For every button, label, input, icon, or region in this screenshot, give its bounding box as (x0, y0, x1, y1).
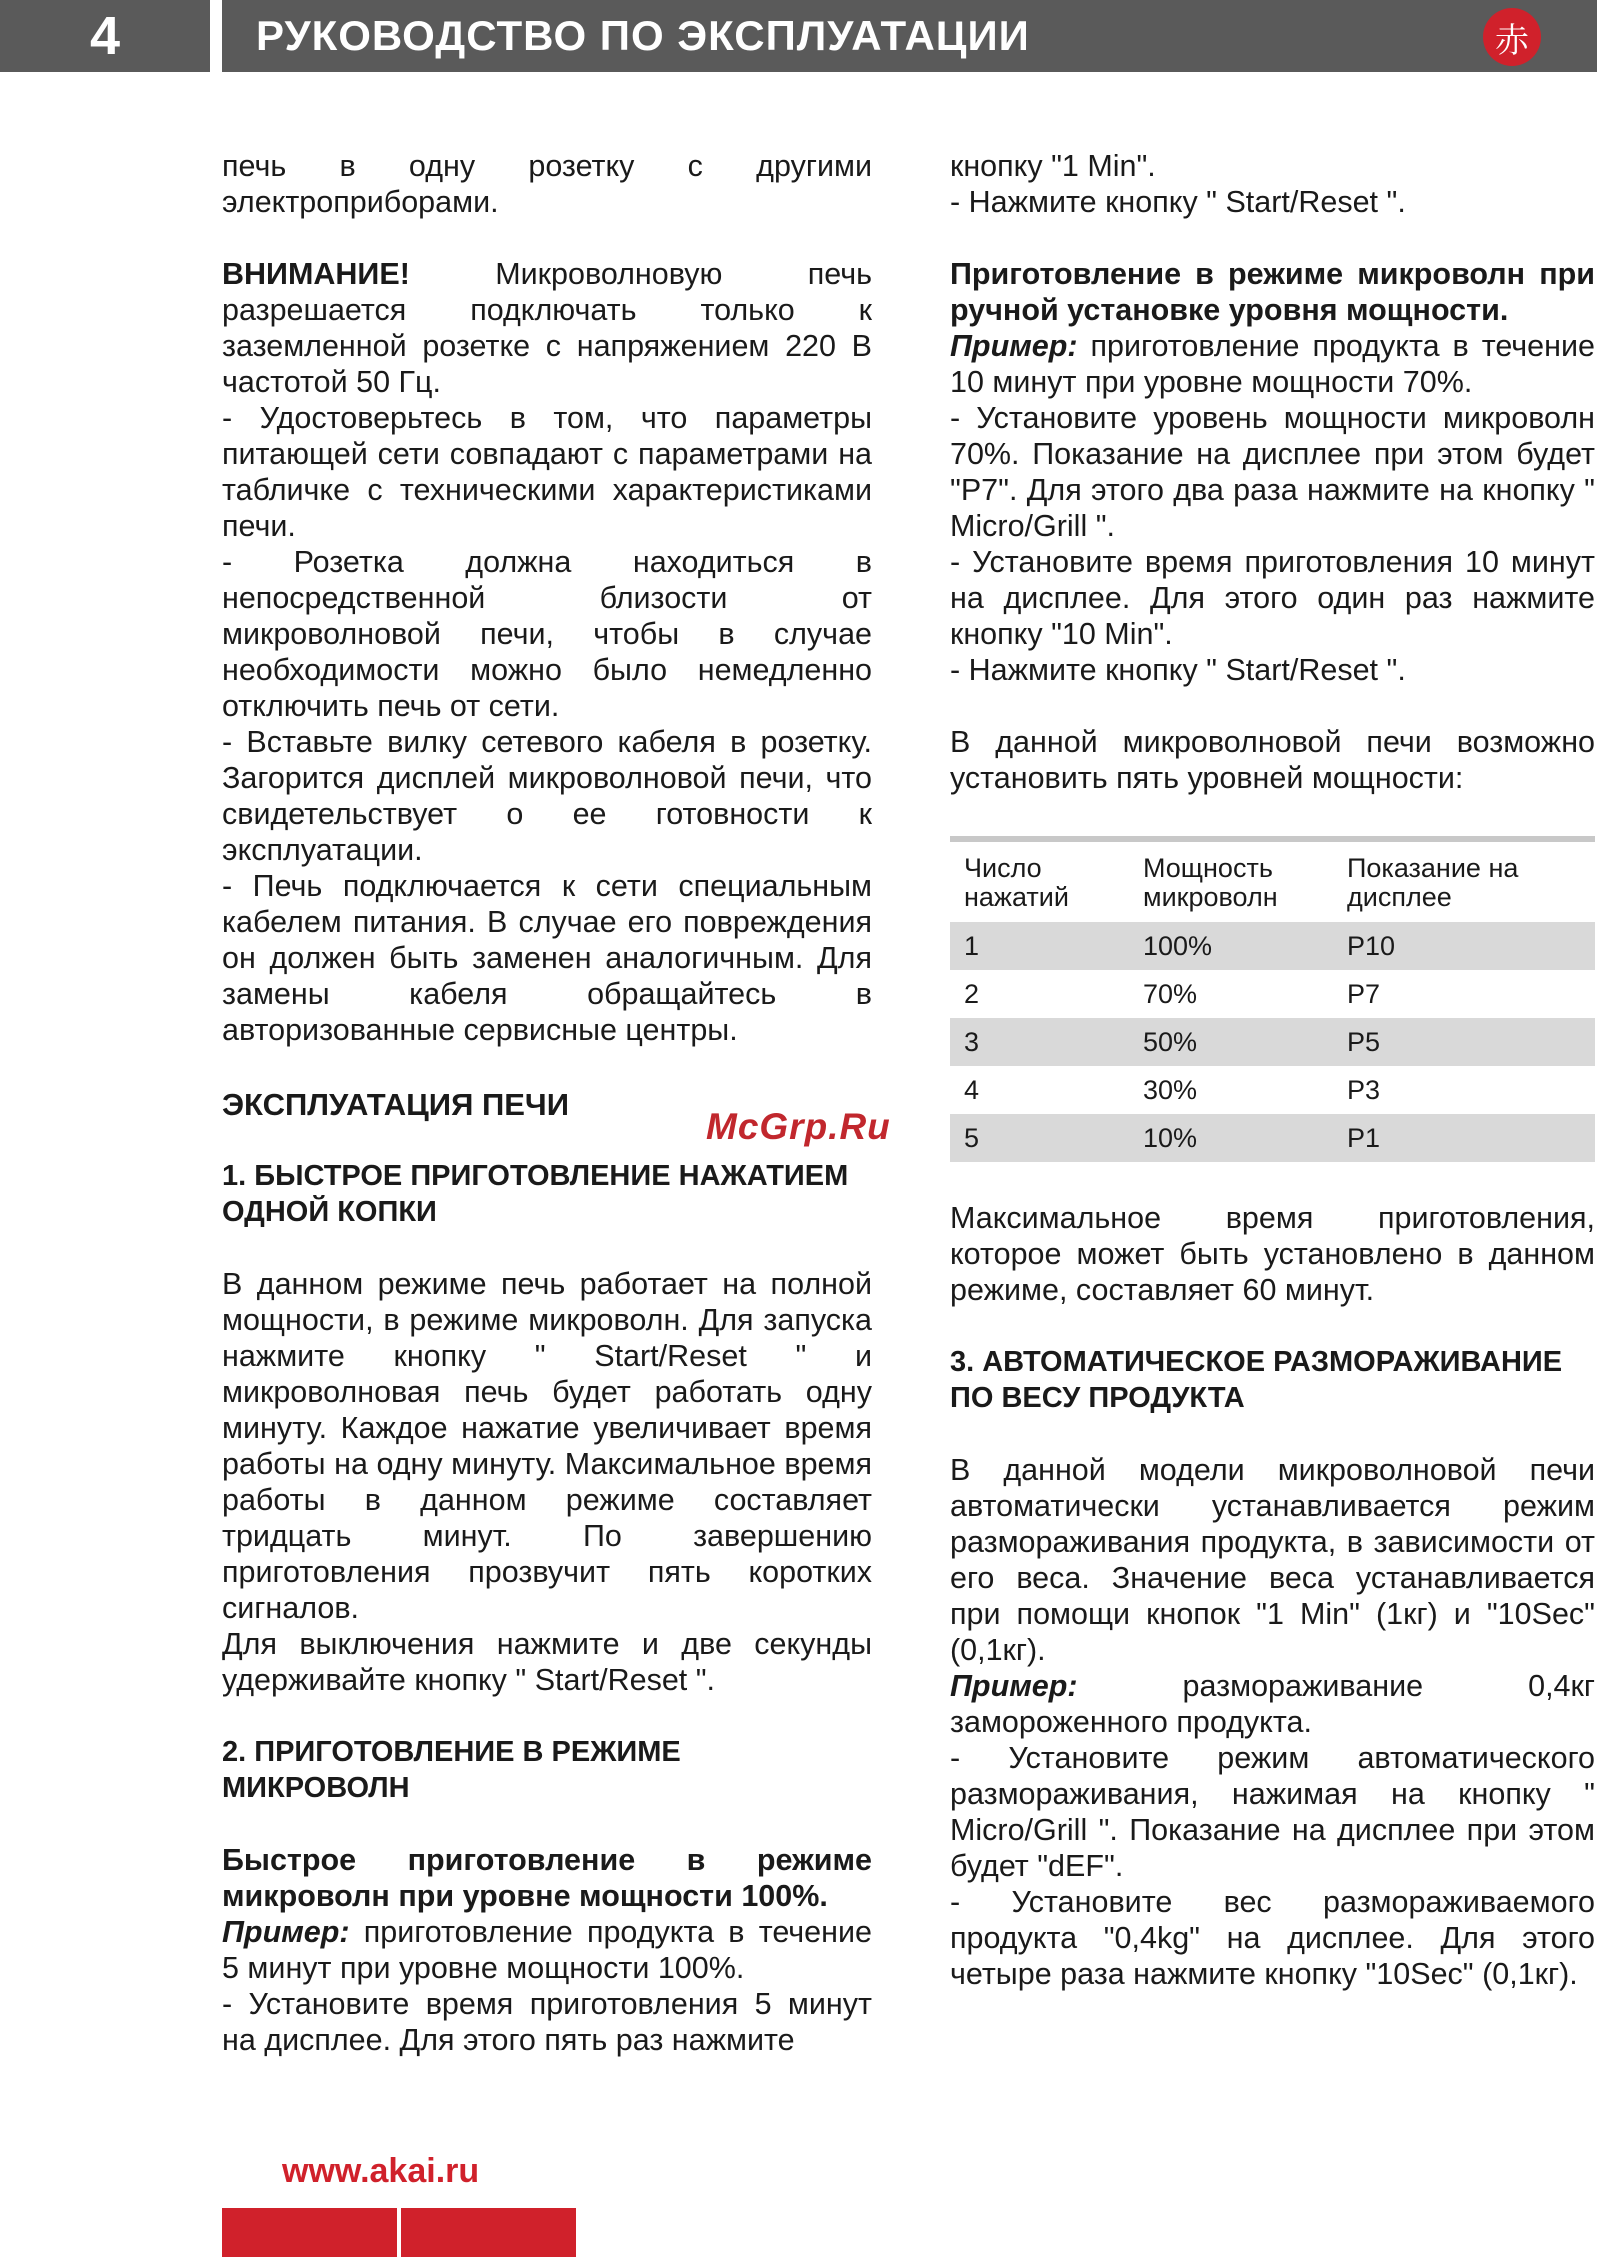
list-item: - Удостоверьтесь в том, что параметры питающей сети совпадают с параметрами на табличке с техническими характеристиками печи. (222, 401, 872, 543)
list-item: - Установите время приготовления 10 минут на дисплее. Для этого один раз нажмите кнопку "10 Min". (950, 545, 1595, 651)
paragraph: В данном режиме печь работает на полной мощности, в режиме микроволн. Для запуска нажмите кнопку " Start/Reset " и микроволновая печь будет работать одну минуту. Каждое нажатие увеличивает время работы на одну минуту. Максимальное время работы в данном режиме составляет тридцать минут. По завершению приготовления прозвучит пять коротких сигналов. (222, 1267, 872, 1625)
table-row: 5 10% P1 (950, 1114, 1595, 1162)
list-item: - Печь подключается к сети специальным кабелем питания. В случае его повреждения он должен быть заменен аналогичным. Для замены кабеля обращайтесь в авторизованные сервисные центры. (222, 869, 872, 1047)
warning-text: Микроволновую печь разрешается подключать только к заземленной розетке с напряжением 220 В частотой 50 Гц. (222, 257, 872, 399)
paragraph: Для выключения нажмите и две секунды удерживайте кнопку " Start/Reset ". (222, 1627, 872, 1697)
section-heading-microwave: 2. ПРИГОТОВЛЕНИЕ В РЕЖИМЕ МИКРОВОЛН (222, 1736, 681, 1804)
page-number: 4 (0, 0, 210, 72)
right-column (950, 148, 1595, 1992)
table-header-presses: Число нажатий (964, 853, 1069, 912)
section-heading-quick-cook: 1. БЫСТРОЕ ПРИГОТОВЛЕНИЕ НАЖАТИЕМ ОДНОЙ КОПКИ (222, 1160, 849, 1228)
list-item: - Установите уровень мощности микроволн 70%. Показание на дисплее при этом будет "P7". Для этого два раза нажмите на кнопку " Micro/Grill ". (950, 401, 1595, 543)
section-heading-auto-defrost: 3. АВТОМАТИЧЕСКОЕ РАЗМОРАЖИВАНИЕ ПО ВЕСУ ПРОДУКТА (950, 1346, 1563, 1414)
table-row: 3 50% P5 (950, 1018, 1595, 1066)
list-item: - Нажмите кнопку " Start/Reset ". (950, 185, 1406, 219)
example-label: Пример: (222, 1915, 350, 1949)
paragraph: В данной модели микроволновой печи автоматически устанавливается режим размораживания продукта, в зависимости от его веса. Значение веса устанавливается при помощи кнопок "1 Min" (1кг) и "10Sec" (0,1кг). (950, 1453, 1595, 1667)
example-paragraph (950, 328, 1595, 400)
footer-bar (401, 2208, 576, 2257)
warning-label: ВНИМАНИЕ! (222, 257, 410, 291)
subheading-manual-power: Приготовление в режиме микроволн при ручной установке уровня мощности. (950, 257, 1595, 327)
paragraph: печь в одну розетку с другими электроприборами. (222, 149, 872, 219)
left-column (222, 148, 872, 2058)
paragraph: В данной микроволновой печи возможно установить пять уровней мощности: (950, 725, 1595, 795)
example-label: Пример: (950, 329, 1078, 363)
section-heading-operation: ЭКСПЛУАТАЦИЯ ПЕЧИ (222, 1087, 569, 1122)
example-label: Пример: (950, 1669, 1078, 1703)
example-text: размораживание 0,4кг замороженного продукта. (950, 1669, 1595, 1739)
footer-url: www.akai.ru (282, 2152, 480, 2190)
list-item: - Вставьте вилку сетевого кабеля в розетку. Загорится дисплей микроволновой печи, что свидетельствует о ее готовности к эксплуатации. (222, 725, 872, 867)
akai-logo-icon: 赤 (1483, 8, 1541, 66)
paragraph: кнопку "1 Min". (950, 149, 1156, 183)
list-item: - Установите вес размораживаемого продукта "0,4kg" на дисплее. Для этого четыре раза нажмите кнопку "10Sec" (0,1кг). (950, 1885, 1595, 1991)
table-row: 4 30% P3 (964, 1075, 1381, 1105)
table-header-display: Показание на дисплее (1347, 853, 1519, 912)
example-text: приготовление продукта в течение 10 минут при уровне мощности 70%. (950, 329, 1595, 399)
example-paragraph (222, 1914, 872, 1986)
page-header-title (222, 0, 1597, 72)
footer-bar (222, 2208, 397, 2257)
list-item: - Розетка должна находиться в непосредственной близости от микроволновой печи, чтобы в случае необходимости можно было немедленно отключить печь от сети. (222, 545, 872, 723)
list-item: - Установите режим автоматического размораживания, нажимая на кнопку " Micro/Grill ". Показание на дисплее при этом будет "dEF". (950, 1741, 1595, 1883)
list-item: - Установите время приготовления 5 минут на дисплее. Для этого пять раз нажмите (222, 1987, 872, 2057)
example-paragraph (950, 1668, 1595, 1740)
warning-paragraph (222, 256, 872, 400)
example-text: приготовление продукта в течение 5 минут при уровне мощности 100%. (222, 1915, 872, 1985)
table-row: 2 70% P7 (964, 979, 1381, 1009)
header-title-text: РУКОВОДСТВО ПО ЭКСПЛУАТАЦИИ (256, 12, 1030, 59)
power-levels-table (950, 836, 1595, 1162)
paragraph: Максимальное время приготовления, которое может быть установлено в данном режиме, составляет 60 минут. (950, 1201, 1595, 1307)
watermark: McGrp.Ru (706, 1106, 891, 1147)
table-header-power: Мощность микроволн (1143, 853, 1278, 912)
table-row: 1 100% P10 (950, 922, 1595, 970)
table-header-row (950, 839, 1595, 922)
list-item: - Нажмите кнопку " Start/Reset ". (950, 653, 1406, 687)
subheading-quick-microwave: Быстрое приготовление в режиме микроволн при уровне мощности 100%. (222, 1843, 872, 1913)
